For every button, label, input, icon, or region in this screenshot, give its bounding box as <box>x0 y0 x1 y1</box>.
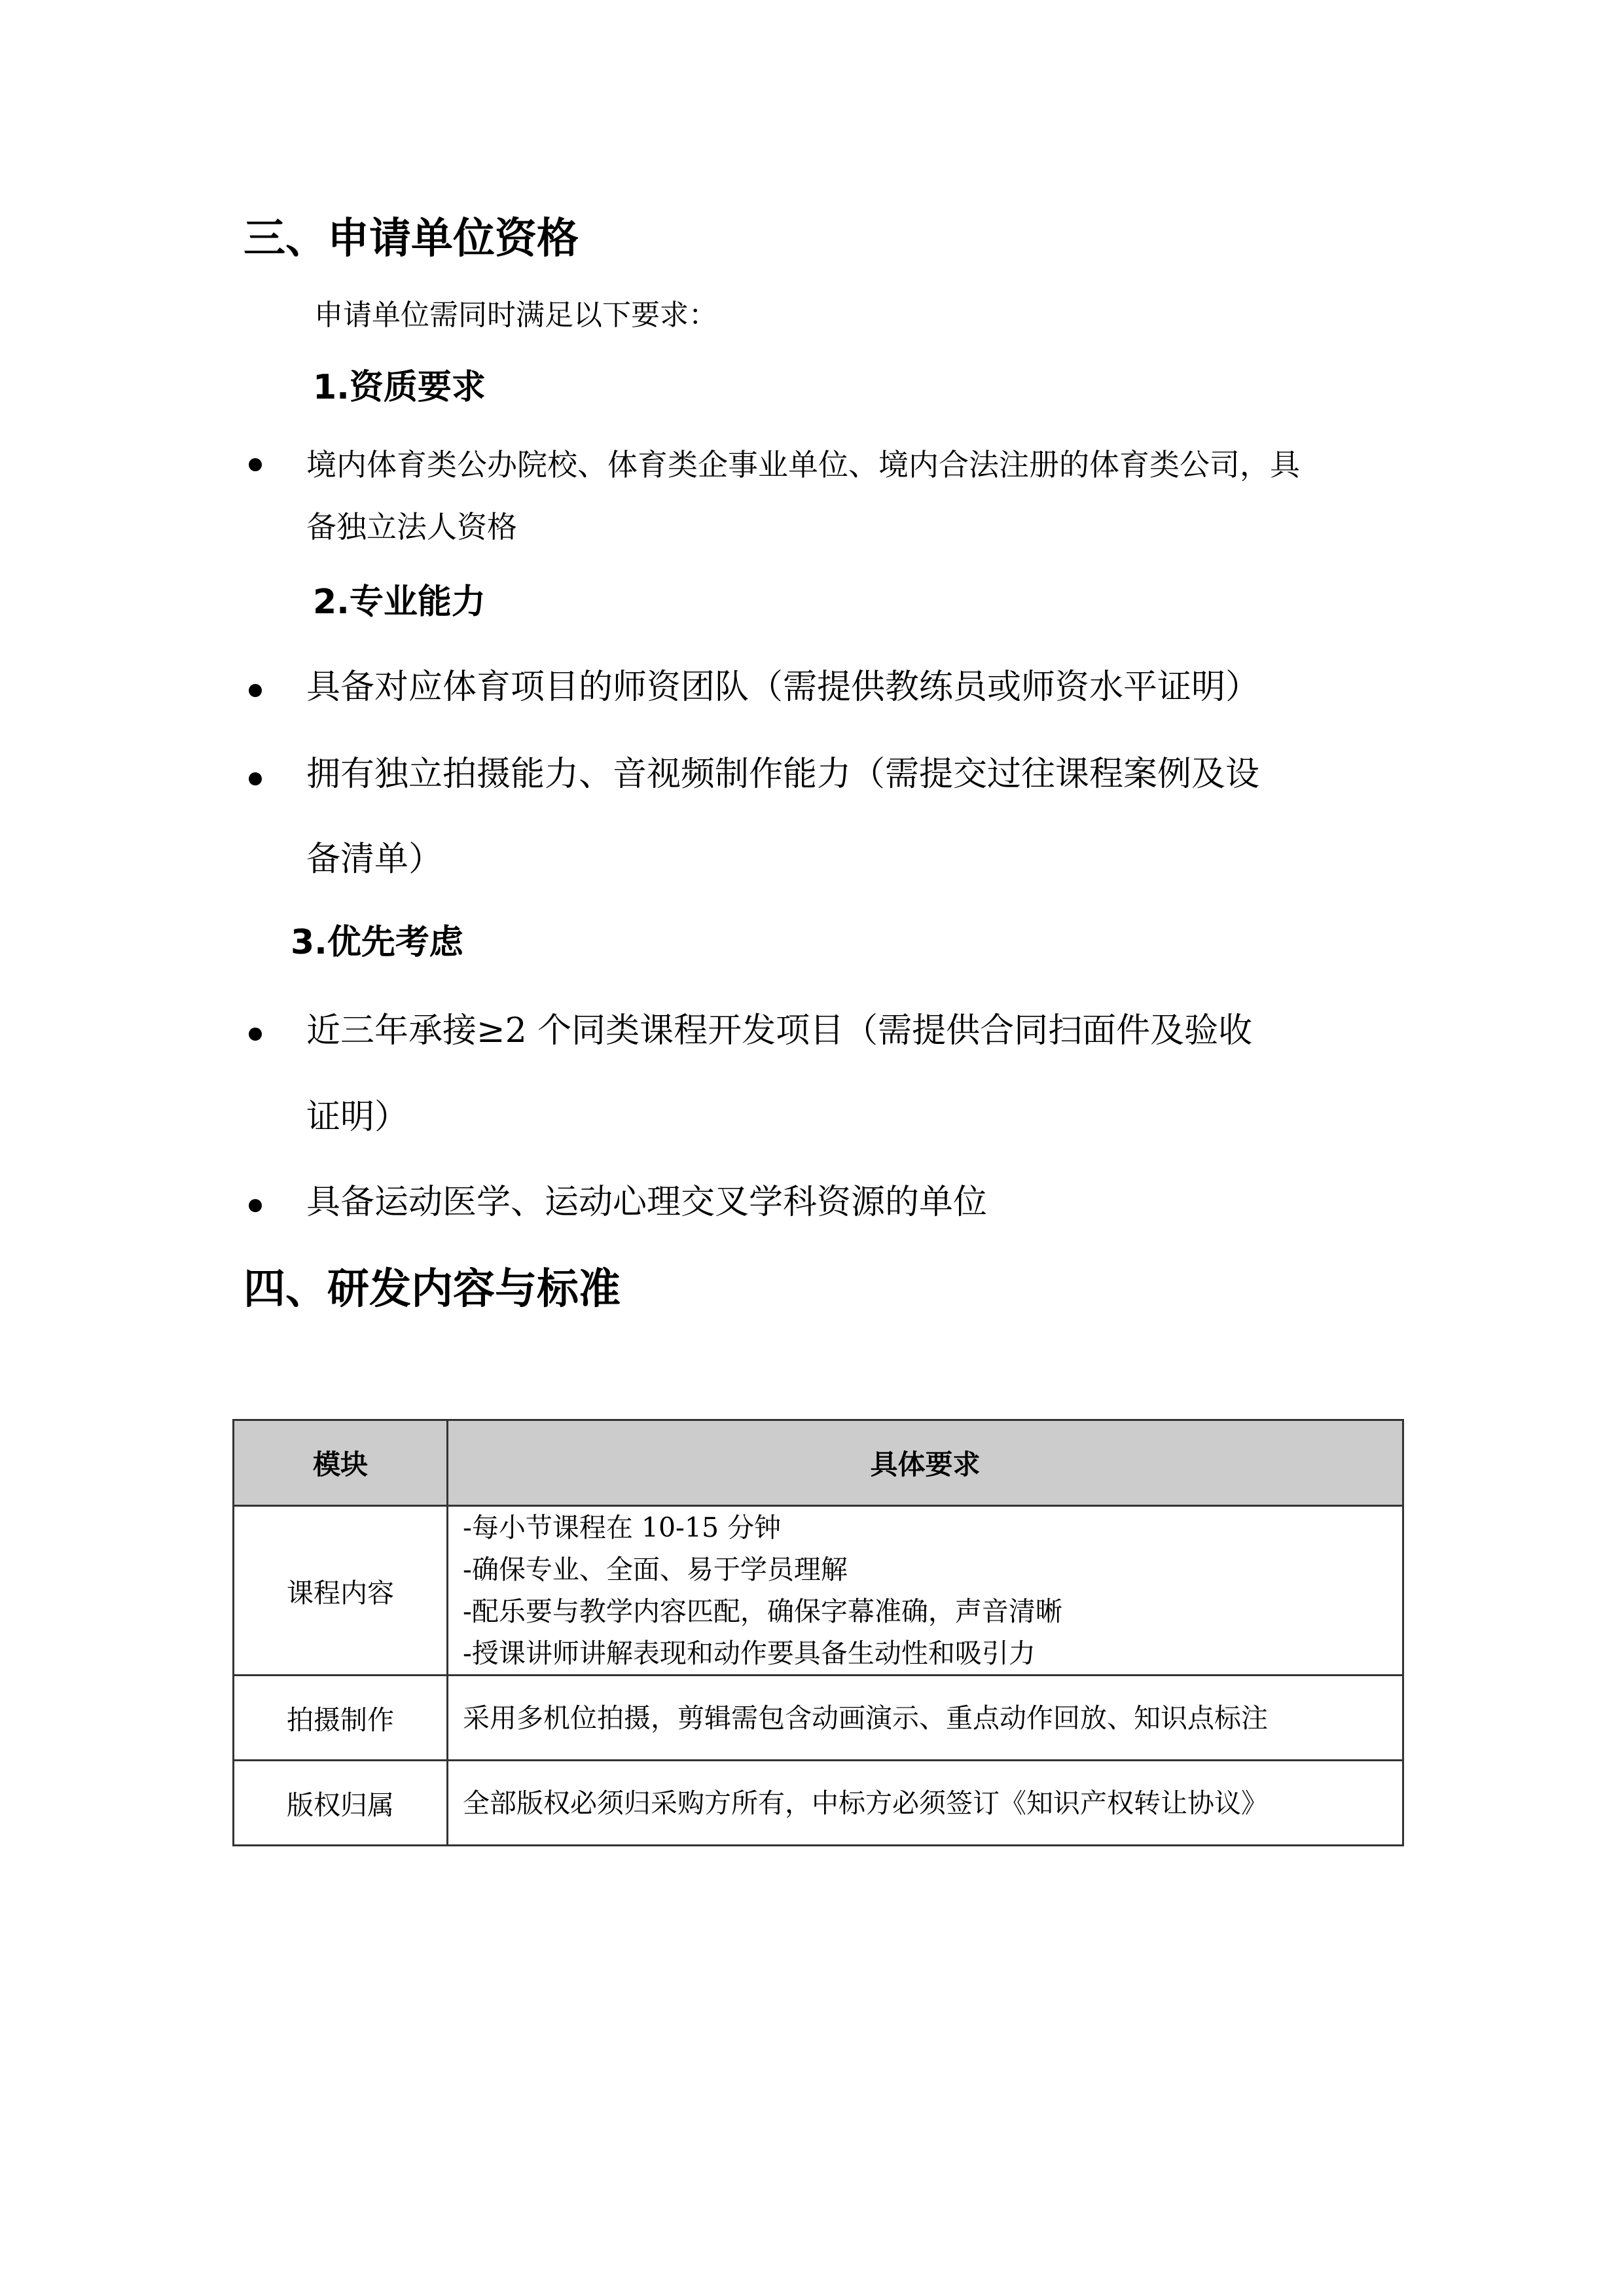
bullet-dot <box>249 1028 262 1041</box>
table-header-row <box>234 1420 1403 1506</box>
bullet-text-continued: 备清单） <box>306 840 443 879</box>
table-row <box>234 1676 1403 1761</box>
section3-intro: 申请单位需同时满足以下要求： <box>314 298 717 332</box>
requirements-table <box>232 1419 1404 1846</box>
subsection-qualification-title: 1.资质要求 <box>313 368 486 407</box>
requirement-line: -授课讲师讲解表现和动作要具备生动性和吸引力 <box>463 1638 1036 1669</box>
bullet-dot <box>249 684 262 697</box>
header-requirements: 具体要求 <box>448 1420 1403 1506</box>
bullet-dot <box>249 1199 262 1212</box>
requirement-line: -确保专业、全面、易于学员理解 <box>463 1554 848 1585</box>
section3-title: 三、申请单位资格 <box>244 215 579 263</box>
bullet-text: 具备对应体育项目的师资团队（需提供教练员或师资水平证明） <box>306 668 1260 707</box>
bullet-dot <box>249 458 262 471</box>
requirements-cell <box>448 1761 1403 1846</box>
bullet-text: 具备运动医学、运动心理交叉学科资源的单位 <box>306 1183 988 1222</box>
module-cell: 课程内容 <box>234 1506 448 1676</box>
subsection-capability-title: 2.专业能力 <box>313 583 486 622</box>
requirement-line: 采用多机位拍摄，剪辑需包含动画演示、重点动作回放、知识点标注 <box>463 1702 1268 1734</box>
table-row <box>234 1506 1403 1676</box>
bullet-dot <box>249 772 262 785</box>
requirement-line: -每小节课程在 10-15 分钟 <box>463 1512 782 1543</box>
module-cell: 拍摄制作 <box>234 1676 448 1761</box>
requirements-cell <box>448 1506 1403 1676</box>
requirements-cell <box>448 1676 1403 1761</box>
bullet-text: 拥有独立拍摄能力、音视频制作能力（需提交过往课程案例及设 <box>306 755 1260 794</box>
requirement-line: -配乐要与教学内容匹配，确保字幕准确，声音清晰 <box>463 1596 1062 1627</box>
header-module: 模块 <box>234 1420 448 1506</box>
subsection-priority-title: 3.优先考虑 <box>291 923 463 962</box>
bullet-text: 近三年承接≥2 个同类课程开发项目（需提供合同扫面件及验收 <box>306 1011 1253 1050</box>
requirement-line: 全部版权必须归采购方所有，中标方必须签订《知识产权转让协议》 <box>463 1787 1268 1819</box>
bullet-text: 境内体育类公办院校、体育类企事业单位、境内合法注册的体育类公司，具 <box>306 447 1300 482</box>
module-cell: 版权归属 <box>234 1761 448 1846</box>
bullet-text-continued: 证明） <box>306 1098 409 1137</box>
bullet-text-continued: 备独立法人资格 <box>306 509 517 545</box>
table-row <box>234 1761 1403 1846</box>
section4-title: 四、研发内容与标准 <box>244 1265 621 1314</box>
